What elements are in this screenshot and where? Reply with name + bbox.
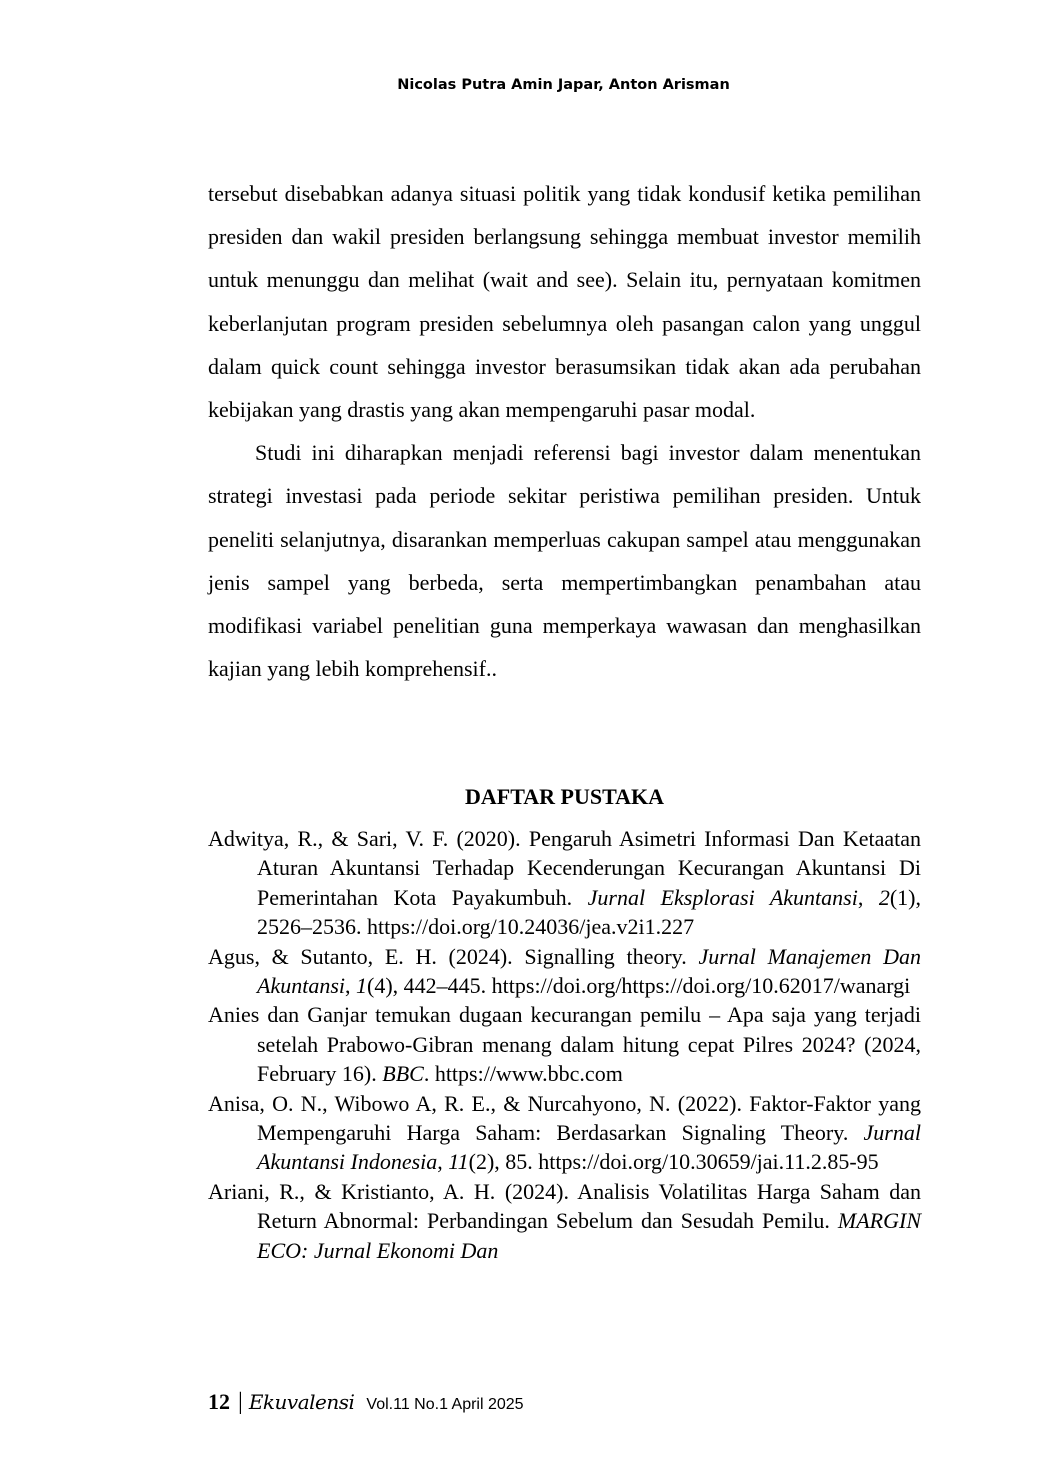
section-heading-daftar-pustaka: DAFTAR PUSTAKA <box>464 784 665 809</box>
reference-journal: MARGIN ECO: Jurnal Ekonomi Dan <box>257 1208 921 1263</box>
reference-item <box>208 1177 921 1265</box>
reference-item <box>208 824 921 942</box>
reference-details: . https://www.bbc.com <box>423 1061 623 1087</box>
reference-volume: 2 <box>878 884 890 910</box>
page-footer <box>208 1389 524 1421</box>
reference-journal: Jurnal Manajemen Dan Akuntansi <box>257 943 921 999</box>
reference-text: Anies dan Ganjar temukan dugaan kecurangan pemilu – Apa saja yang terjadi setelah Prabowo-Gibran menang dalam hitung cepat Pilres 2024? (2024, February 16). <box>208 1002 921 1087</box>
reference-item <box>208 942 921 1001</box>
reference-details: (4), 442–445. https://doi.org/https://doi.org/10.62017/wanargi <box>367 973 911 999</box>
journal-name: Ekuvalensi <box>248 1390 355 1414</box>
paragraph: Studi ini diharapkan menjadi referensi bagi investor dalam menentukan strategi investasi pada periode sekitar peristiwa pemilihan presiden. Untuk peneliti selanjutnya, disarankan memperluas cakupan sampel atau menggunakan jenis sampel yang berbeda, serta mempertimbangkan penambahan atau modifikasi variabel penelitian guna memperkaya wawasan dan menghasilkan kajian yang lebih komprehensif.. <box>208 440 921 682</box>
reference-separator: , <box>857 884 879 910</box>
running-header-authors: Nicolas Putra Amin Japar, Anton Arisman <box>397 77 730 93</box>
reference-separator: , <box>345 973 356 999</box>
reference-volume: 1 <box>356 973 367 999</box>
reference-item <box>208 1089 921 1177</box>
reference-journal: Jurnal Eksplorasi Akuntansi <box>587 884 858 910</box>
reference-details: (1), 2526–2536. https://doi.org/10.24036/jea.v2i1.227 <box>257 884 921 940</box>
body-text <box>208 172 921 690</box>
reference-list <box>208 824 921 1265</box>
reference-details: (2), 85. https://doi.org/10.30659/jai.11.2.85-95 <box>468 1149 879 1175</box>
reference-text: Ariani, R., & Kristianto, A. H. (2024). Analisis Volatilitas Harga Saham dan Return Abnormal: Perbandingan Sebelum dan Sesudah Pemilu. <box>208 1178 921 1234</box>
reference-separator: , <box>437 1149 449 1175</box>
reference-text: Anisa, O. N., Wibowo A, R. E., & Nurcahyono, N. (2022). Faktor-Faktor yang Mempengaruhi Harga Saham: Berdasarkan Signaling Theory. <box>208 1090 921 1146</box>
footer-separator: | <box>238 1389 243 1415</box>
reference-item <box>208 1000 921 1088</box>
reference-volume: 11 <box>448 1149 469 1175</box>
volume-info: Vol.11 No.1 April 2025 <box>366 1396 524 1413</box>
reference-text: Agus, & Sutanto, E. H. (2024). Signalling theory. <box>208 943 699 969</box>
reference-journal: Jurnal Akuntansi Indonesia <box>257 1120 921 1175</box>
page-number: 12 <box>208 1389 230 1414</box>
reference-journal: BBC <box>382 1061 424 1087</box>
reference-text: Adwitya, R., & Sari, V. F. (2020). Pengaruh Asimetri Informasi Dan Ketaatan Aturan Akuntansi Terhadap Kecenderungan Kecurangan Akuntansi Di Pemerintahan Kota Payakumbuh. <box>208 826 921 910</box>
paragraph: tersebut disebabkan adanya situasi politik yang tidak kondusif ketika pemilihan presiden dan wakil presiden berlangsung sehingga membuat investor memilih untuk menunggu dan melihat (wait and see). Selain itu, pernyataan komitmen keberlanjutan program presiden sebelumnya oleh pasangan calon yang unggul dalam quick count sehingga investor berasumsikan tidak akan ada perubahan kebijakan yang drastis yang akan mempengaruhi pasar modal. <box>208 181 921 423</box>
